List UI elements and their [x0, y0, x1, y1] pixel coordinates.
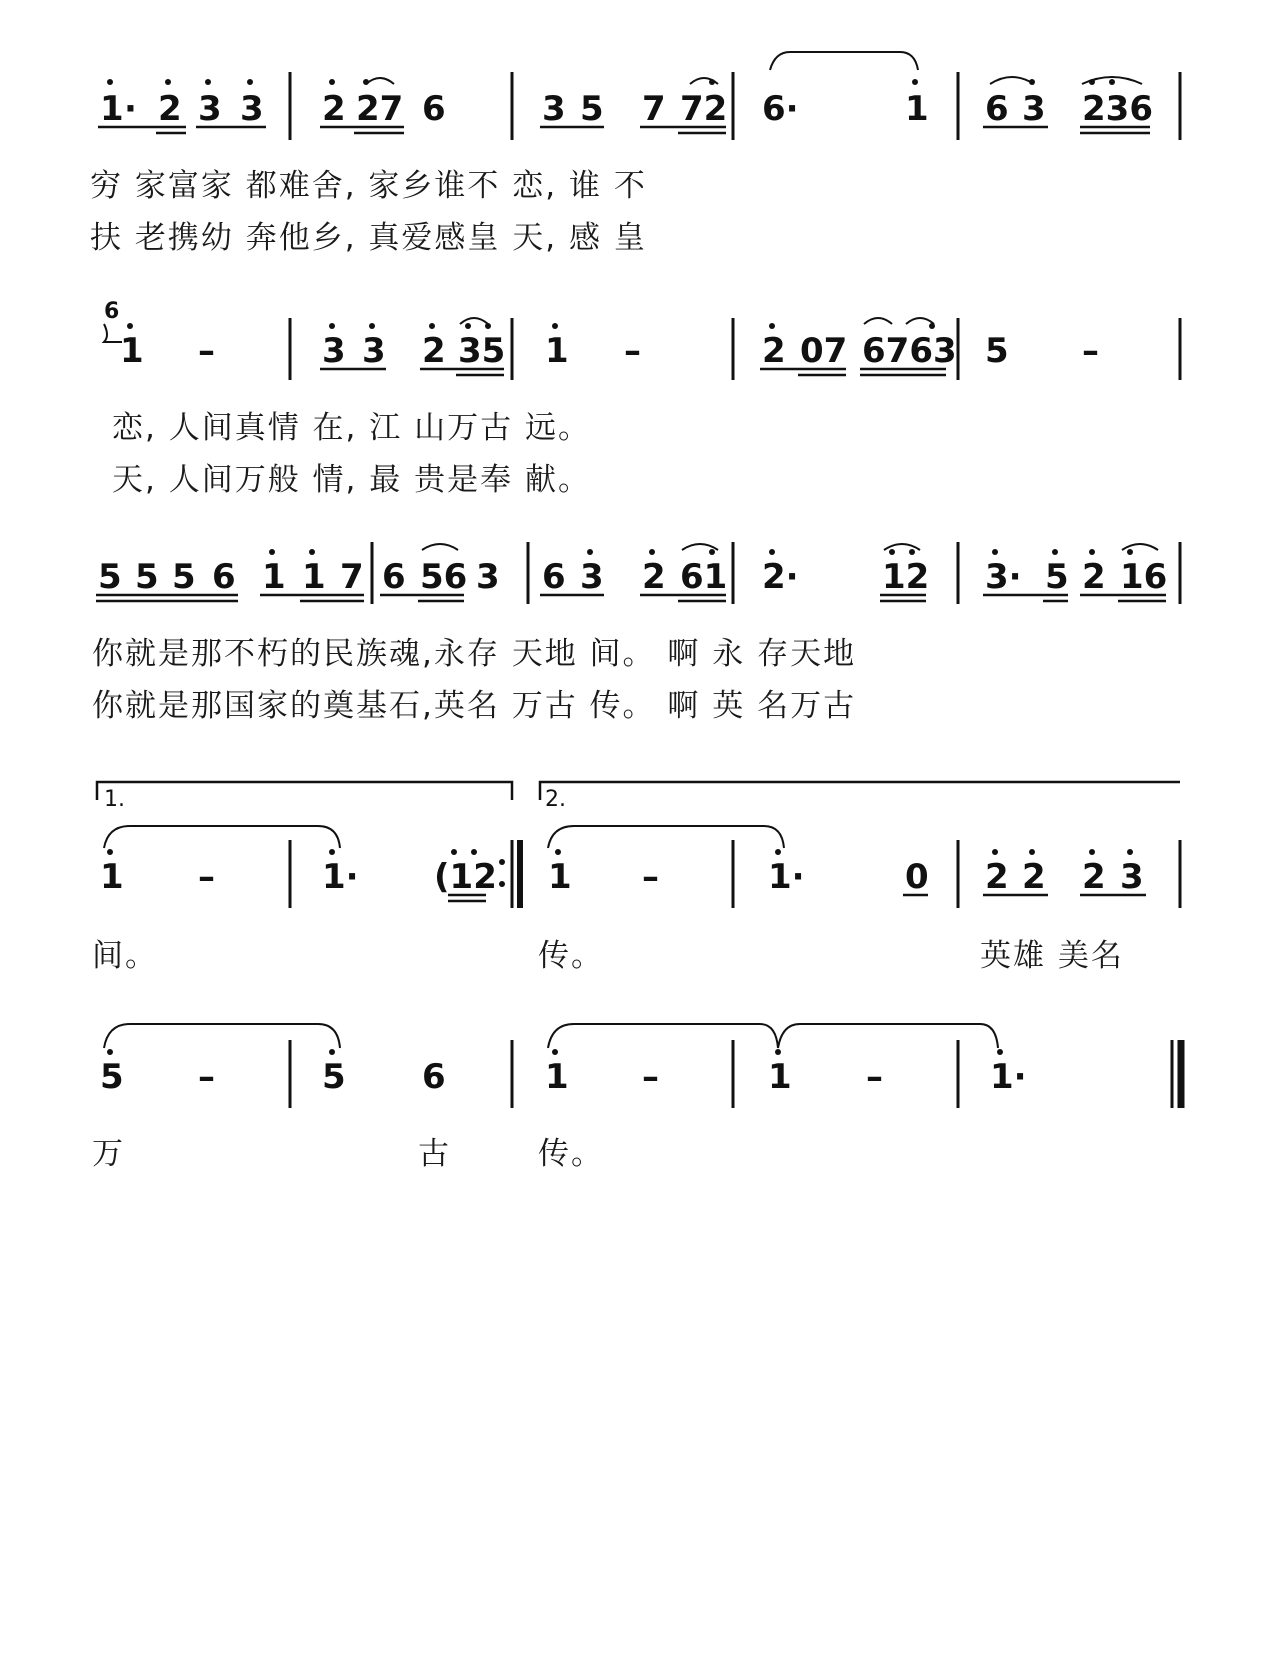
note: 6: [422, 1057, 446, 1097]
note: –: [624, 331, 641, 371]
note: –: [1082, 331, 1099, 371]
octave-dots: [107, 1049, 1003, 1055]
staff-line-4: [97, 782, 1180, 908]
repeat-barline: [499, 840, 520, 908]
slurs: [104, 826, 784, 848]
note: 5: [172, 557, 196, 597]
lyric-line-1-verse-2: 扶 老携幼 奔他乡, 真爱感皇 天, 感 皇: [90, 220, 647, 256]
note: 1: [548, 857, 572, 897]
octave-dots: [269, 549, 1133, 555]
note: 7: [642, 89, 666, 129]
note: 5: [1045, 557, 1069, 597]
note: 5: [135, 557, 159, 597]
slurs: [366, 52, 1142, 84]
note: 2: [422, 331, 446, 371]
note: –: [642, 857, 659, 897]
note: 1: [120, 331, 144, 371]
note: 3: [580, 557, 604, 597]
note: 2: [158, 89, 182, 129]
lyric-final-2: 古: [418, 1136, 451, 1172]
svg-text:·: ·: [124, 89, 137, 129]
grace-note: 6: [104, 299, 120, 324]
note: 3·: [985, 557, 1022, 597]
note: 5: [985, 331, 1009, 371]
note: 0: [905, 857, 929, 897]
note: 3: [322, 331, 346, 371]
note: 3: [240, 89, 264, 129]
note: 1·: [322, 857, 359, 897]
note: 6: [542, 557, 566, 597]
note: 3: [1022, 89, 1046, 129]
note: 1: [100, 89, 124, 129]
note: 236: [1082, 89, 1153, 129]
note: 1: [302, 557, 326, 597]
note: –: [198, 857, 215, 897]
note: –: [866, 1057, 883, 1097]
final-barline: [1172, 1040, 1181, 1108]
volta-2-label: 2.: [545, 787, 566, 812]
note: 1: [905, 89, 929, 129]
note: 61: [680, 557, 728, 597]
note: 3: [362, 331, 386, 371]
note: 2: [1022, 857, 1046, 897]
note: 07: [800, 331, 848, 371]
octave-dots: [107, 849, 1133, 855]
bar-lines: [290, 1040, 958, 1108]
note: 3: [542, 89, 566, 129]
rhythm-underlines: [96, 595, 1166, 601]
lyric-line-2-verse-1: 恋, 人间真情 在, 江 山万古 远。: [112, 410, 591, 446]
note: 2: [1082, 857, 1106, 897]
lyric-final-1: 万: [92, 1136, 125, 1172]
note: 1: [768, 1057, 792, 1097]
note: –: [642, 1057, 659, 1097]
lyric-volta-1: 间。: [92, 938, 158, 974]
note: 6: [212, 557, 236, 597]
note: 6: [985, 89, 1009, 129]
note: –: [198, 1057, 215, 1097]
note: 3: [476, 557, 500, 597]
note: 1: [262, 557, 286, 597]
rhythm-underlines: [98, 127, 1150, 133]
lyric-line-1-verse-1: 穷 家富家 都难舍, 家乡谁不 恋, 谁 不: [90, 168, 647, 204]
note: 72: [680, 89, 728, 129]
lyric-line-3-verse-1: 你就是那不朽的民族魂,永存 天地 间。 啊 永 存天地: [92, 636, 857, 672]
note: 1: [545, 331, 569, 371]
note: 5: [100, 1057, 124, 1097]
note: 56: [420, 557, 468, 597]
note: 5: [98, 557, 122, 597]
note: 2: [322, 89, 346, 129]
note: 2: [642, 557, 666, 597]
volta-brackets: [97, 782, 1180, 800]
note: 6·: [762, 89, 799, 129]
note: 1·: [990, 1057, 1027, 1097]
note: 6: [382, 557, 406, 597]
note: 3: [1120, 857, 1144, 897]
staff-line-3: [96, 542, 1180, 604]
slurs: [460, 318, 934, 324]
lyric-line-2-verse-2: 天, 人间万般 情, 最 贵是奉 献。: [112, 462, 591, 498]
volta-1-label: 1.: [104, 787, 125, 812]
bar-lines: [290, 840, 1180, 908]
note: (12: [434, 857, 497, 897]
octave-dots: [107, 79, 1115, 85]
octave-dots: [127, 323, 935, 329]
staff-line-5: [100, 1024, 1181, 1108]
staff-line-2: [104, 299, 1180, 380]
lyric-volta-2: 传。: [538, 938, 604, 974]
note: –: [198, 331, 215, 371]
note: 6: [422, 89, 446, 129]
note: 5: [580, 89, 604, 129]
lyric-line-3-verse-2: 你就是那国家的奠基石,英名 万古 传。 啊 英 名万古: [92, 688, 857, 724]
note: 3: [198, 89, 222, 129]
note: 2: [762, 331, 786, 371]
note: 27: [356, 89, 404, 129]
note: 1·: [768, 857, 805, 897]
lyric-final-3: 传。: [538, 1136, 604, 1172]
slurs: [422, 544, 1158, 550]
note: 2: [985, 857, 1009, 897]
note: 1: [100, 857, 124, 897]
note: 6763: [862, 331, 957, 371]
note: 1: [545, 1057, 569, 1097]
note: 12: [882, 557, 930, 597]
lyric-coda-start: 英雄 美名: [980, 938, 1124, 974]
note: 35: [458, 331, 506, 371]
note: 7: [340, 557, 364, 597]
note: 16: [1120, 557, 1168, 597]
staff-line-1: [98, 52, 1180, 140]
note: 5: [322, 1057, 346, 1097]
note: 2: [1082, 557, 1106, 597]
note: 2·: [762, 557, 799, 597]
slurs: [104, 1024, 998, 1048]
